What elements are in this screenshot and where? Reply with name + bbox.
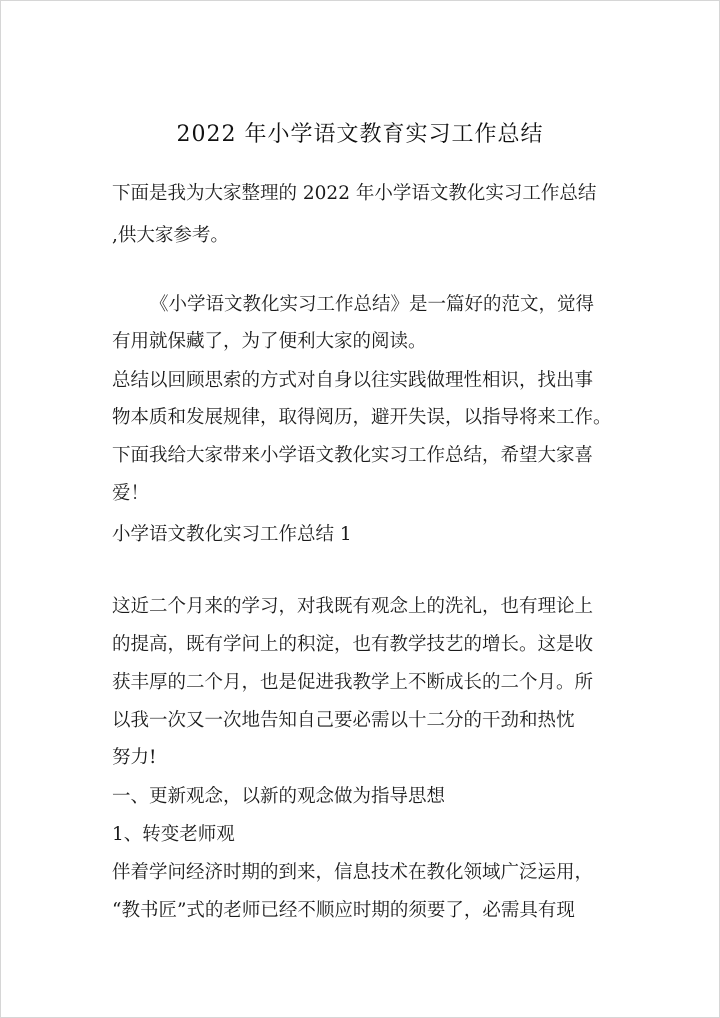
text-line: 下面是我为大家整理的 2022 年小学语文教化实习工作总结 (112, 183, 597, 204)
text-line: 努力! (112, 747, 157, 768)
text-line: 下面我给大家带来小学语文教化实习工作总结，希望大家喜 (112, 445, 594, 466)
text-line: 以我一次又一次地告知自己要必需以十二分的干劲和热忱 (112, 710, 575, 731)
subsection-heading: 1、转变老师观 (112, 824, 235, 845)
text-line: 《小学语文教化实习工作总结》是一篇好的范文，觉得 (150, 294, 595, 315)
text-line: “教书匠”式的老师已经不顺应时期的须要了，必需具有现 (112, 900, 575, 921)
text-line: 物本质和发展规律，取得阅历，避开失误，以指导将来工作。 (112, 407, 612, 428)
text-line: 有用就保藏了，为了便利大家的阅读。 (112, 331, 427, 352)
document-title: 2022 年小学语文教育实习工作总结 (176, 122, 544, 147)
section-heading: 一、更新观念，以新的观念做为指导思想 (112, 786, 446, 807)
text-line: 获丰厚的二个月，也是促进我教学上不断成长的二个月。所 (112, 672, 594, 693)
section-heading: 小学语文教化实习工作总结 1 (112, 524, 352, 545)
text-line: 爱！ (112, 483, 150, 504)
text-line: 这近二个月来的学习，对我既有观念上的洗礼，也有理论上 (112, 596, 594, 617)
text-line: ,供大家参考。 (112, 225, 229, 246)
text-line: 伴着学问经济时期的到来，信息技术在教化领域广泛运用， (112, 862, 594, 883)
text-line: 的提高，既有学问上的积淀，也有教学技艺的增长。这是收 (112, 634, 594, 655)
text-line: 总结以回顾思索的方式对自身以往实践做理性相识，找出事 (112, 370, 594, 391)
